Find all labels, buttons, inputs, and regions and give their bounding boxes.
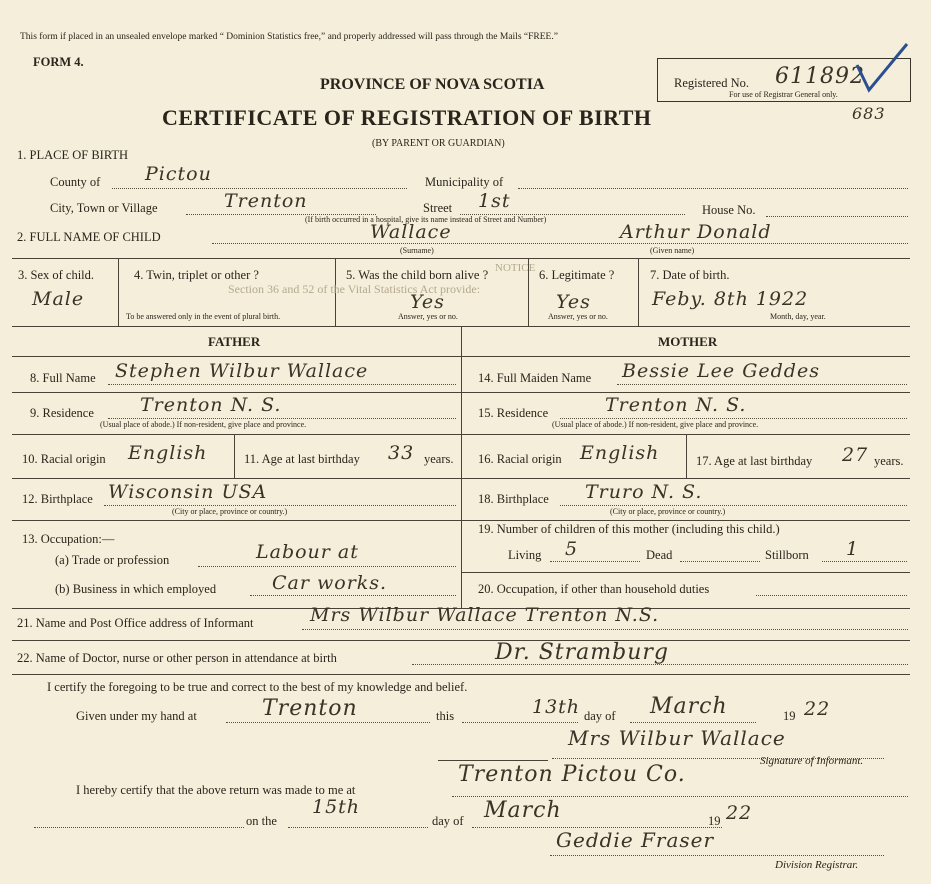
mother-birthplace-value: Truro N. S.: [585, 481, 703, 503]
father-birthplace-value: Wisconsin USA: [108, 481, 268, 503]
province-heading: PROVINCE OF NOVA SCOTIA: [320, 76, 545, 93]
certificate-subtitle: (BY PARENT OR GUARDIAN): [372, 138, 505, 149]
mother-name-label: 14. Full Maiden Name: [478, 371, 592, 385]
county-label: County of: [50, 175, 101, 189]
mother-residence-value: Trenton N. S.: [605, 394, 747, 416]
rule: [198, 566, 456, 567]
business-value: Car works.: [272, 572, 388, 594]
doctor-label: 22. Name of Doctor, nurse or other person in attendance at birth: [17, 651, 337, 665]
reg-year-value: 22: [726, 802, 753, 824]
rule: [560, 418, 907, 419]
surname-caption: (Surname): [400, 246, 434, 255]
legitimate-label: 6. Legitimate ?: [539, 268, 615, 282]
registrar-signature: Geddie Fraser: [556, 828, 715, 852]
rule: [560, 505, 907, 506]
dead-label: Dead: [646, 548, 673, 562]
year-value: 22: [804, 698, 831, 720]
alive-label: 5. Was the child born alive ?: [346, 268, 489, 282]
rule: [822, 561, 907, 562]
form-number: FORM 4.: [33, 55, 84, 69]
mother-years: years.: [874, 454, 904, 468]
father-occupation-label: 13. Occupation:—: [22, 532, 115, 546]
rule: [234, 434, 235, 478]
rule: [686, 434, 687, 478]
rule: [630, 722, 756, 723]
father-name-label: 8. Full Name: [30, 371, 96, 385]
given-place: Trenton: [262, 696, 358, 721]
back-notice: NOTICE: [495, 262, 536, 274]
reg-year-prefix: 19: [708, 814, 721, 828]
date-note: Month, day, year.: [770, 312, 826, 321]
stillborn-value: 1: [846, 538, 860, 560]
rule: [12, 356, 910, 357]
date-label: 7. Date of birth.: [650, 268, 730, 282]
hospital-note: (If birth occurred in a hospital, give its name instead of Street and Number): [305, 215, 547, 224]
registered-number: 611892: [775, 64, 865, 89]
father-residence-label: 9. Residence: [30, 406, 94, 420]
rule: [108, 384, 456, 385]
date-value: Feby. 8th 1922: [652, 288, 809, 310]
mother-name-value: Bessie Lee Geddes: [622, 360, 820, 382]
day-of-label: day of: [584, 709, 616, 723]
rule: [118, 258, 119, 326]
trade-value: Labour at: [256, 541, 359, 563]
children-label: 19. Number of children of this mother (including this child.): [478, 522, 780, 536]
registrar-caption: Division Registrar.: [775, 859, 859, 871]
twin-note: To be answered only in the event of plural birth.: [126, 312, 281, 321]
child-name-label: 2. FULL NAME OF CHILD: [17, 230, 161, 244]
twin-label: 4. Twin, triplet or other ?: [134, 268, 259, 282]
mother-birthplace-note: (City or place, province or country.): [610, 507, 726, 516]
street-label: Street: [423, 201, 453, 215]
father-age-label: 11. Age at last birthday: [244, 452, 360, 466]
registered-label: Registered No.: [674, 76, 749, 90]
mother-residence-note: (Usual place of abode.) If non-resident, give place and province.: [552, 420, 759, 429]
father-racial-value: English: [128, 442, 208, 464]
rule: [34, 827, 244, 828]
rule: [104, 505, 456, 506]
child-surname: Wallace: [370, 221, 452, 243]
stillborn-label: Stillborn: [765, 548, 809, 562]
informant-signature: Mrs Wilbur Wallace: [568, 726, 786, 750]
street-value: 1st: [478, 190, 511, 212]
doctor-value: Dr. Stramburg: [495, 640, 669, 665]
informant-caption: Signature of Informant.: [760, 755, 864, 767]
reg-day-of-label: day of: [432, 814, 464, 828]
given-label: Given under my hand at: [76, 709, 197, 723]
mother-age-label: 17. Age at last birthday: [696, 454, 813, 468]
father-racial-label: 10. Racial origin: [22, 452, 106, 466]
mother-age-value: 27: [842, 444, 869, 466]
registrar-place: Trenton Pictou Co.: [458, 762, 686, 787]
informant-value: Mrs Wilbur Wallace Trenton N.S.: [310, 604, 660, 626]
rule: [462, 722, 578, 723]
business-label: (b) Business in which employed: [55, 582, 217, 596]
rule: [288, 827, 428, 828]
rule: [756, 595, 907, 596]
rule: [438, 760, 548, 761]
county-line: [112, 188, 407, 189]
rule: [550, 561, 640, 562]
municipality-line: [518, 188, 908, 189]
city-value: Trenton: [224, 190, 308, 212]
rule: [108, 418, 456, 419]
month-value: March: [650, 694, 728, 719]
father-heading: FATHER: [208, 334, 261, 349]
margin-note: 683: [852, 104, 886, 123]
given-caption: (Given name): [650, 246, 695, 255]
father-birthplace-label: 12. Birthplace: [22, 492, 93, 506]
rule: [226, 722, 430, 723]
rule: [680, 561, 760, 562]
father-name-value: Stephen Wilbur Wallace: [115, 360, 369, 382]
place-of-birth-heading: 1. PLACE OF BIRTH: [17, 148, 129, 162]
trade-label: (a) Trade or profession: [55, 553, 170, 567]
reg-day-value: 15th: [312, 796, 361, 818]
rule: [250, 595, 456, 596]
registrar-statement: I hereby certify that the above return was made to me at: [76, 783, 356, 797]
father-years: years.: [424, 452, 454, 466]
rule: [461, 572, 910, 573]
county-value: Pictou: [145, 163, 212, 185]
legitimate-value: Yes: [556, 291, 591, 313]
mother-birthplace-label: 18. Birthplace: [478, 492, 549, 506]
back-line: Section 36 and 52 of the Vital Statistics Act provide:: [228, 282, 481, 296]
informant-label: 21. Name and Post Office address of Informant: [17, 616, 254, 630]
municipality-label: Municipality of: [425, 175, 504, 189]
certify-statement: I certify the foregoing to be true and correct to the best of my knowledge and belief.: [47, 680, 468, 694]
rule: [302, 629, 908, 630]
rule: [452, 796, 908, 797]
father-birthplace-note: (City or place, province or country.): [172, 507, 288, 516]
rule: [550, 855, 884, 856]
father-residence-value: Trenton N. S.: [140, 394, 282, 416]
mother-racial-label: 16. Racial origin: [478, 452, 562, 466]
rule: [12, 640, 910, 641]
mother-occupation-label: 20. Occupation, if other than household duties: [478, 582, 710, 596]
checkmark-icon: [855, 40, 910, 95]
day-value: 13th: [532, 696, 581, 718]
reg-month-value: March: [484, 798, 562, 823]
mother-racial-value: English: [580, 442, 660, 464]
mother-residence-label: 15. Residence: [478, 406, 549, 420]
city-label: City, Town or Village: [50, 201, 158, 215]
alive-note: Answer, yes or no.: [398, 312, 458, 321]
house-label: House No.: [702, 203, 756, 217]
rule: [638, 258, 639, 326]
rule: [12, 520, 910, 521]
rule: [12, 434, 910, 435]
alive-value: Yes: [410, 291, 445, 313]
rule: [12, 392, 910, 393]
sex-value: Male: [32, 288, 85, 310]
mail-notice: This form if placed in an unsealed envelope marked “ Dominion Statistics free,” and properly addressed will pass through the Mails “FREE.”: [20, 32, 558, 42]
child-given-name: Arthur Donald: [620, 221, 772, 243]
this-label: this: [436, 709, 455, 723]
house-line: [766, 216, 908, 217]
mother-heading: MOTHER: [658, 334, 718, 349]
child-name-line: [212, 243, 908, 244]
living-value: 5: [565, 538, 579, 560]
year-prefix: 19: [783, 709, 796, 723]
rule: [461, 326, 462, 608]
sex-label: 3. Sex of child.: [18, 268, 95, 282]
rule: [12, 674, 910, 675]
registrar-only-note: For use of Registrar General only.: [729, 90, 838, 99]
rule: [12, 258, 910, 259]
on-the-label: on the: [246, 814, 277, 828]
legitimate-note: Answer, yes or no.: [548, 312, 608, 321]
father-residence-note: (Usual place of abode.) If non-resident, give place and province.: [100, 420, 307, 429]
father-age-value: 33: [388, 442, 415, 464]
living-label: Living: [508, 548, 542, 562]
rule: [12, 478, 910, 479]
certificate-title: CERTIFICATE OF REGISTRATION OF BIRTH: [162, 105, 652, 130]
rule: [617, 384, 907, 385]
